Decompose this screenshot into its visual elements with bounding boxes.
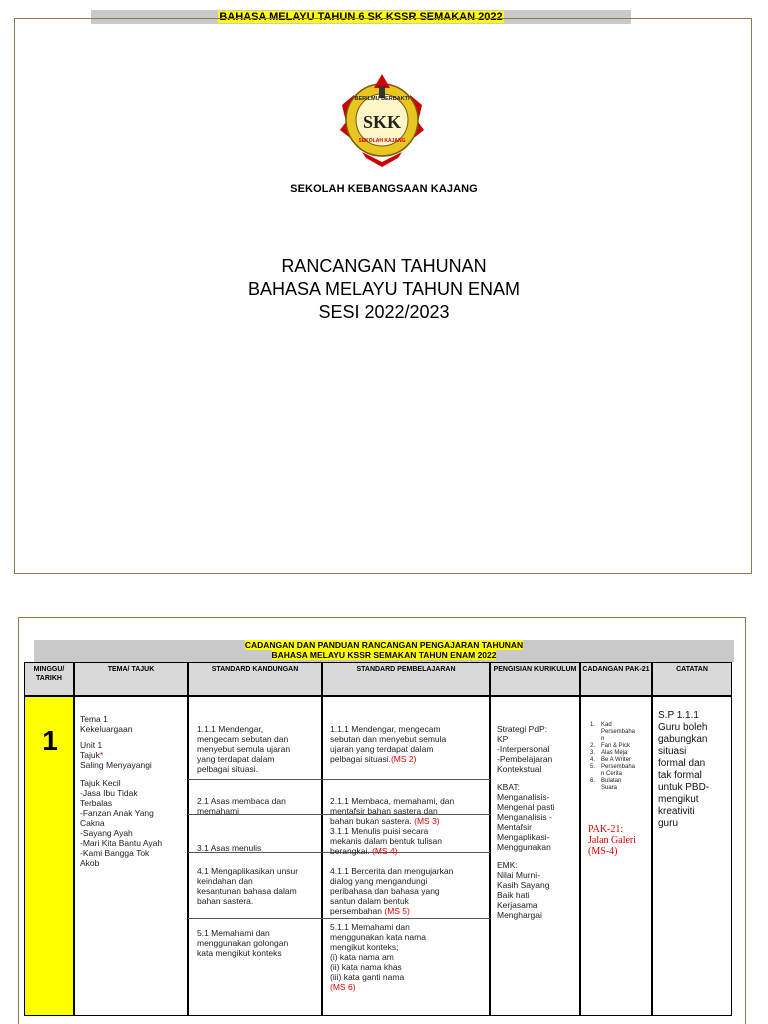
sp-line: 3.1.1 Menulis puisi secara — [330, 826, 429, 836]
pk-line: Menggunakan — [497, 842, 551, 852]
row-divider — [188, 779, 490, 780]
pk-line: KBAT: — [497, 782, 520, 792]
sp-line: 4.1.1 Bercerita dan mengujarkan — [330, 866, 454, 876]
tema-line: Kekeluargaan — [80, 724, 133, 734]
plan-title-line-3: SESI 2022/2023 — [318, 302, 450, 322]
pk-line: Mentafsir — [497, 822, 532, 832]
col-header-pak: CADANGAN PAK-21 — [580, 662, 652, 696]
pak-list-text: n Cerita — [601, 771, 623, 777]
sk-line: mengecam sebutan dan — [197, 734, 289, 744]
sp-row-4 — [330, 866, 488, 916]
col-header-minggu: MINGGU/ TARIKH — [24, 662, 74, 696]
catatan-line: situasi — [658, 746, 687, 757]
sp-line: peribahasa dan bahasa yang — [330, 886, 440, 896]
school-name: SEKOLAH KEBANGSAAN KAJANG — [290, 183, 478, 195]
ms-ref: (MS 3) — [414, 816, 440, 826]
table-heading — [34, 640, 734, 660]
tema-line: Cakna — [80, 818, 105, 828]
pak-list-number — [590, 736, 601, 743]
catatan-line: guru — [658, 818, 679, 829]
sp-row-5 — [330, 922, 488, 992]
pk-line: Mengaplikasi- — [497, 832, 550, 842]
pk-text — [497, 724, 579, 920]
catatan-line: gabungkan — [658, 734, 708, 745]
sp-line: berangkai. — [330, 846, 370, 856]
sp-line: (i) kata nama am — [330, 952, 394, 962]
sk-row-2 — [197, 796, 319, 816]
pak-activity-list — [590, 722, 646, 792]
pak-list-text: Bulatan — [601, 778, 622, 784]
sp-line: persembahan — [330, 906, 382, 916]
catatan-text — [658, 710, 730, 830]
sk-line: yang terdapat dalam — [197, 754, 275, 764]
school-logo — [332, 70, 432, 170]
catatan-line: mengikut — [658, 794, 699, 805]
ms-ref: (MS 4) — [372, 846, 398, 856]
pak-list-number: 6. — [590, 778, 596, 784]
pak-list-item — [590, 750, 646, 757]
plan-title — [0, 255, 768, 324]
sk-row-1 — [197, 724, 319, 774]
row-divider — [188, 918, 490, 919]
table-heading-line-1: CADANGAN DAN PANDUAN RANCANGAN PENGAJARAN TAHUNAN — [244, 640, 524, 650]
pak-list-number — [590, 771, 601, 778]
plan-title-line-2: BAHASA MELAYU TAHUN ENAM — [247, 279, 521, 299]
sp-row-2 — [330, 796, 488, 856]
week-cell — [24, 696, 74, 1016]
pak21-highlight — [588, 824, 648, 857]
pak-list-item — [590, 743, 646, 750]
pak-list-item — [590, 729, 646, 736]
sp-line: pelbagai situasi. — [330, 754, 391, 764]
pak-list-number: 3. — [590, 750, 596, 756]
week-number: 1 — [42, 725, 58, 756]
table-heading-line-2: BAHASA MELAYU KSSR SEMAKAN TAHUN ENAM 2022 — [271, 650, 497, 660]
pak21-ms: (MS-4) — [588, 846, 618, 857]
tema-line: -Mari Kita Bantu Ayah — [80, 838, 163, 848]
tema-line: Akob — [80, 858, 100, 868]
tema-text — [80, 714, 186, 868]
pak-list-text: Kad — [601, 722, 612, 728]
sk-line: memahami — [197, 806, 240, 816]
sk-row-5 — [197, 928, 319, 958]
pk-line: Kontekstual — [497, 764, 542, 774]
sp-line: ujaran yang terdapat dalam — [330, 744, 434, 754]
pak-list-number: 1. — [590, 722, 596, 728]
pak-list-number: 4. — [590, 757, 596, 763]
sk-line: 2.1 Asas membaca dan — [197, 796, 286, 806]
catatan-line: formal dan — [658, 758, 706, 769]
col-header-tema: TEMA/ TAJUK — [74, 662, 188, 696]
pak-list-text: Alas Meja — [601, 750, 628, 756]
sk-line: pelbagai situasi. — [197, 764, 258, 774]
sp-line: 1.1.1 Mendengar, mengecam — [330, 724, 441, 734]
sp-line: mengikut konteks; — [330, 942, 399, 952]
plan-title-line-1: RANCANGAN TAHUNAN — [281, 256, 487, 276]
pk-line: Menganalisis - — [497, 812, 552, 822]
sk-line: bahan sastera. — [197, 896, 254, 906]
pak-list-item — [590, 757, 646, 764]
sk-line: menggunakan golongan — [197, 938, 289, 948]
pk-line: Kasih Sayang — [497, 880, 550, 890]
pk-line: -Interpersonal — [497, 744, 550, 754]
pk-line: Strategi PdP: — [497, 724, 548, 734]
logo-top-text: BERILMU BERBAKTI — [354, 96, 410, 102]
logo-bottom-text: SEKOLAH KAJANG — [358, 138, 406, 144]
sk-row-4 — [197, 866, 319, 906]
pak-list-item — [590, 778, 646, 785]
sk-line: menyebut semula ujaran — [197, 744, 291, 754]
tema-line: Saling Menyayangi — [80, 760, 152, 770]
pak-list-number — [590, 785, 601, 792]
sk-line: 1.1.1 Mendengar, — [197, 724, 264, 734]
pak-list-text: Suara — [601, 785, 618, 791]
tema-line: -Jasa Ibu Tidak — [80, 788, 138, 798]
pk-line: Baik hati — [497, 890, 530, 900]
pak-list-item — [590, 785, 646, 792]
pak-list-number — [590, 729, 601, 736]
tema-line: -Sayang Ayah — [80, 828, 133, 838]
catatan-line: untuk PBD- — [658, 782, 710, 793]
pk-line: Menganalisis- — [497, 792, 550, 802]
sp-line: (iii) kata ganti nama — [330, 972, 405, 982]
torch-flame-icon — [374, 74, 390, 88]
col-header-catatan: CATATAN — [652, 662, 732, 696]
pak-list-text: Fan & Pick — [601, 743, 631, 749]
pak-list-text: Persembaha — [601, 729, 636, 735]
tajuk-asterisk: * — [99, 750, 104, 760]
catatan-line: kreativiti — [658, 806, 695, 817]
logo-initials: SKK — [362, 112, 402, 132]
tema-line: Tajuk Kecil — [80, 778, 121, 788]
header-title: BAHASA MELAYU TAHUN 6 SK KSSR SEMAKAN 2022 — [219, 11, 503, 23]
pak-list-item — [590, 771, 646, 778]
sp-line: mentafsir bahan sastera dan — [330, 806, 438, 816]
sp-line: menggunakan kata nama — [330, 932, 426, 942]
pak-list-text: n — [601, 736, 605, 742]
pak-list-text: Be A Writer — [601, 757, 631, 763]
ms-ref: (MS 2) — [390, 754, 417, 764]
sp-line: sebutan dan menyebut semula — [330, 734, 447, 744]
pak21-activity: Jalan Galeri — [588, 835, 637, 846]
pk-line: Mengenal pasti — [497, 802, 555, 812]
col-header-sk: STANDARD KANDUNGAN — [188, 662, 322, 696]
pak-list-item — [590, 736, 646, 743]
sk-line: kata mengikut konteks — [197, 948, 282, 958]
catatan-line: Guru boleh — [658, 722, 708, 733]
pk-line: Menghargai — [497, 910, 542, 920]
tema-line: Terbalas — [80, 798, 113, 808]
sp-line: bahan bukan sastera. — [330, 816, 412, 826]
pak-list-item — [590, 722, 646, 729]
sk-line: 5.1 Memahami dan — [197, 928, 270, 938]
pak-list-number: 2. — [590, 743, 596, 749]
catatan-line: tak formal — [658, 770, 702, 781]
ms-ref: (MS 5) — [384, 906, 410, 916]
sp-row-1 — [330, 724, 488, 764]
sp-line: (ii) kata nama khas — [330, 962, 402, 972]
catatan-line: S.P 1.1.1 — [658, 710, 699, 721]
tema-line: -Kami Bangga Tok — [80, 848, 150, 858]
tema-line: -Fanzan Anak Yang — [80, 808, 154, 818]
col-header-sp: STANDARD PEMBELAJARAN — [322, 662, 490, 696]
pk-line: -Pembelajaran — [497, 754, 553, 764]
sk-line: keindahan dan — [197, 876, 253, 886]
pak-list-item — [590, 764, 646, 771]
pk-line: Kerjasama — [497, 900, 538, 910]
pk-line: KP — [497, 734, 509, 744]
sk-line: kesantunan bahasa dalam — [197, 886, 297, 896]
ms-ref: (MS 6) — [330, 982, 356, 992]
pak-list-number: 5. — [590, 764, 596, 770]
tema-line: Tema 1 — [80, 714, 108, 724]
sk-line: 3.1 Asas menulis — [197, 843, 262, 853]
sp-line: 5.1.1 Memahami dan — [330, 922, 410, 932]
tema-line: Unit 1 — [80, 740, 103, 750]
pak-list-text: Persembaha — [601, 764, 636, 770]
sp-line: 2.1.1 Membaca, memahami, dan — [330, 796, 455, 806]
sk-line: 4.1 Mengaplikasikan unsur — [197, 866, 299, 876]
sp-line: mekanis dalam bentuk tulisan — [330, 836, 442, 846]
pak21-label: PAK-21: — [588, 824, 624, 835]
pk-line: Nilai Murni- — [497, 870, 540, 880]
sp-line: dialog yang mengandungi — [330, 876, 428, 886]
pk-line: EMK: — [497, 860, 518, 870]
tajuk-label: Tajuk — [80, 750, 100, 760]
sp-line: santun dalam bentuk — [330, 896, 409, 906]
col-header-pk: PENGISIAN KURIKULUM — [490, 662, 580, 696]
sk-row-3 — [197, 843, 319, 853]
